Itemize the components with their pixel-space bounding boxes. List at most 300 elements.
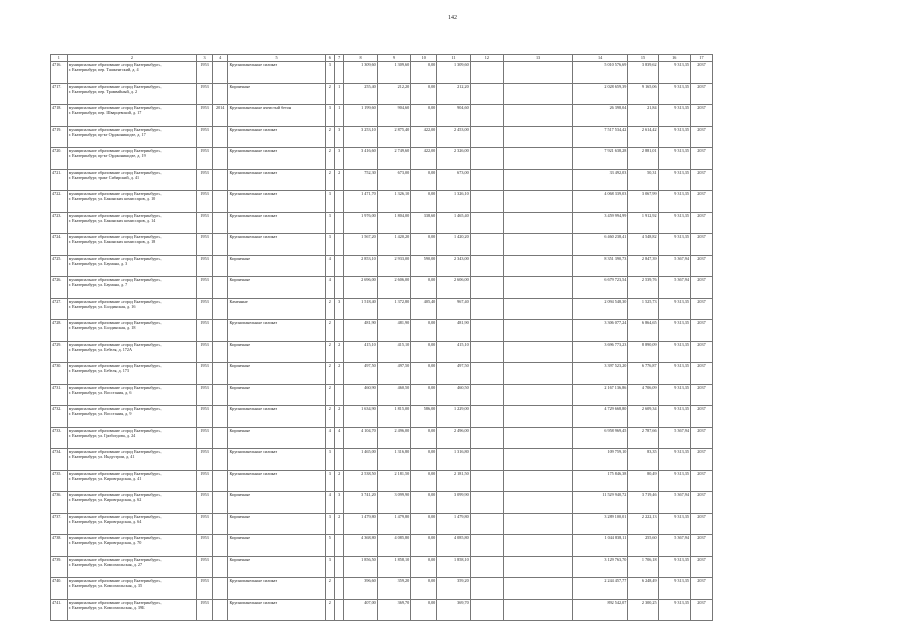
total-area-cell: 460,90 xyxy=(344,384,377,406)
address-line-street: г. Екатеринбург, ул. Кировградская, д. 70 xyxy=(68,540,142,546)
column-number-header: 2 xyxy=(67,55,196,62)
year-commission-cell xyxy=(212,470,228,492)
address-line-owner: муниципальное образование «город Екатеринбург», xyxy=(68,556,162,562)
premises-area-cell: 1 479,80 xyxy=(377,513,410,535)
address-cell xyxy=(67,105,196,127)
year-commission-cell xyxy=(212,191,228,213)
wall-material-cell: Крупнопанельные силикат xyxy=(228,320,325,342)
unit-cost-cell: 9 165,06 xyxy=(628,83,658,105)
address-line-owner: муниципальное образование «город Екатеринбург», xyxy=(68,126,162,132)
residential-area-cell: 1 420,20 xyxy=(437,234,470,256)
address-line-street: г. Екатеринбург, пр-кт Орджоникидзе, д. 17 xyxy=(68,131,146,137)
entrances-cell: 1 xyxy=(334,83,343,105)
row-number-cell: 4727. xyxy=(51,298,68,320)
premises-area-cell: 1 858,10 xyxy=(377,556,410,578)
max-unit-cost-cell: 9 313,35 xyxy=(658,513,690,535)
premises-area-cell: 1 326,10 xyxy=(377,191,410,213)
table-row xyxy=(51,449,713,471)
entrances-cell xyxy=(334,449,343,471)
planned-year-cell: 2037 xyxy=(690,406,712,428)
address-line-street: г. Екатеринбург, пер. Шварцевский, д. 17 xyxy=(68,110,142,116)
premises-area-cell: 1 815,00 xyxy=(377,406,410,428)
planned-year-cell: 2037 xyxy=(690,298,712,320)
year-built-cell: 1953 xyxy=(197,427,213,449)
premises-area-cell: 1 372,80 xyxy=(377,298,410,320)
max-unit-cost-cell: 5 367,94 xyxy=(658,255,690,277)
nonresidential-area-cell: 422,00 xyxy=(411,126,437,148)
entrances-cell: 2 xyxy=(334,341,343,363)
total-area-cell: 497,50 xyxy=(344,363,377,385)
repair-cost-cell: 6 958 969,45 xyxy=(572,427,627,449)
year-built-cell: 1953 xyxy=(197,62,213,84)
year-built-cell: 1953 xyxy=(197,513,213,535)
max-unit-cost-cell: 9 313,35 xyxy=(658,148,690,170)
year-built-cell: 1953 xyxy=(197,277,213,299)
address-line-street: г. Екатеринбург, ул. Бакинских комиссаров, д. 14 xyxy=(68,217,156,223)
year-built-cell: 1953 xyxy=(197,363,213,385)
floors-cell: 2 xyxy=(325,384,334,406)
address-cell xyxy=(67,513,196,535)
empty-cell xyxy=(504,83,573,105)
year-built-cell: 1953 xyxy=(197,255,213,277)
repair-cost-cell: 33 492,03 xyxy=(572,169,627,191)
year-built-cell: 1953 xyxy=(197,470,213,492)
unit-cost-cell: 1 912,92 xyxy=(628,212,658,234)
unit-cost-cell: 3 719,46 xyxy=(628,492,658,514)
planned-year-cell: 2037 xyxy=(690,535,712,557)
wall-material-cell: Кирпичные xyxy=(228,277,325,299)
table-row xyxy=(51,578,713,600)
empty-cell xyxy=(470,556,503,578)
column-number-header: 11 xyxy=(437,55,470,62)
entrances-cell: 3 xyxy=(334,492,343,514)
wall-material-cell: Крупнопанельные силикат xyxy=(228,212,325,234)
floors-cell: 5 xyxy=(325,535,334,557)
unit-cost-cell: 1 706,18 xyxy=(628,556,658,578)
floors-cell: 3 xyxy=(325,470,334,492)
table-row xyxy=(51,470,713,492)
total-area-cell: 1 465,00 xyxy=(344,449,377,471)
address-line-street: г. Екатеринбург, ул. Грибоедова, д. 24 xyxy=(68,432,136,438)
unit-cost-cell: 2 787,66 xyxy=(628,427,658,449)
column-number-header: 14 xyxy=(572,55,627,62)
empty-cell xyxy=(470,341,503,363)
year-built-cell: 1953 xyxy=(197,599,213,621)
table-row xyxy=(51,406,713,428)
planned-year-cell: 2037 xyxy=(690,578,712,600)
repair-cost-cell: 7 921 638,28 xyxy=(572,148,627,170)
address-line-owner: муниципальное образование «город Екатеринбург», xyxy=(68,255,162,261)
table-row xyxy=(51,191,713,213)
row-number-cell: 4739. xyxy=(51,556,68,578)
wall-material-cell: Крупнопанельные силикат xyxy=(228,169,325,191)
unit-cost-cell: 80,49 xyxy=(628,470,658,492)
planned-year-cell: 2037 xyxy=(690,277,712,299)
column-number-header: 15 xyxy=(628,55,658,62)
nonresidential-area-cell: 0,00 xyxy=(411,62,437,84)
address-cell xyxy=(67,492,196,514)
table-row xyxy=(51,169,713,191)
address-cell xyxy=(67,148,196,170)
address-line-street: г. Екатеринбург, ул. Комсомольская, д. 27 xyxy=(68,561,143,567)
address-cell xyxy=(67,341,196,363)
nonresidential-area-cell: 0,00 xyxy=(411,277,437,299)
premises-area-cell: 212,20 xyxy=(377,83,410,105)
year-built-cell: 1953 xyxy=(197,535,213,557)
wall-material-cell: Крупнопанельные силикат xyxy=(228,126,325,148)
premises-area-cell: 1 309,60 xyxy=(377,62,410,84)
floors-cell: 2 xyxy=(325,578,334,600)
floors-cell: 4 xyxy=(325,492,334,514)
residential-area-cell: 3 099,90 xyxy=(437,492,470,514)
empty-cell xyxy=(504,255,573,277)
table-header-row xyxy=(51,55,713,62)
year-built-cell: 1953 xyxy=(197,234,213,256)
max-unit-cost-cell: 9 313,35 xyxy=(658,298,690,320)
unit-cost-cell: 4 548,82 xyxy=(628,234,658,256)
nonresidential-area-cell: 0,00 xyxy=(411,234,437,256)
row-number-cell: 4736. xyxy=(51,492,68,514)
table-row xyxy=(51,298,713,320)
total-area-cell: 1 856,50 xyxy=(344,556,377,578)
total-area-cell: 752,30 xyxy=(344,169,377,191)
repair-cost-cell: 3 696 773,23 xyxy=(572,341,627,363)
nonresidential-area-cell: 0,00 xyxy=(411,384,437,406)
table-row xyxy=(51,148,713,170)
planned-year-cell: 2037 xyxy=(690,556,712,578)
repair-cost-cell: 7 517 534,42 xyxy=(572,126,627,148)
max-unit-cost-cell: 5 367,94 xyxy=(658,427,690,449)
planned-year-cell: 2037 xyxy=(690,341,712,363)
year-built-cell: 1953 xyxy=(197,148,213,170)
address-line-street: г. Екатеринбург, ул. Комсомольская, д. 35 xyxy=(68,583,143,589)
total-area-cell: 4 104,70 xyxy=(344,427,377,449)
total-area-cell: 4 368,80 xyxy=(344,535,377,557)
nonresidential-area-cell: 0,00 xyxy=(411,341,437,363)
row-number-cell: 4722. xyxy=(51,191,68,213)
floors-cell: 4 xyxy=(325,255,334,277)
repair-cost-cell: 3 397 523,20 xyxy=(572,363,627,385)
total-area-cell: 3 741,20 xyxy=(344,492,377,514)
address-line-owner: муниципальное образование «город Екатеринбург», xyxy=(68,298,162,304)
wall-material-cell: Крупнопанельные силикат xyxy=(228,191,325,213)
year-commission-cell xyxy=(212,212,228,234)
address-line-street: г. Екатеринбург, пр-кт Орджоникидзе, д. 19 xyxy=(68,153,146,159)
total-area-cell: 407,00 xyxy=(344,599,377,621)
repair-cost-cell: 892 542,07 xyxy=(572,599,627,621)
entrances-cell xyxy=(334,212,343,234)
repair-cost-cell: 3 306 077,24 xyxy=(572,320,627,342)
empty-cell xyxy=(504,298,573,320)
entrances-cell xyxy=(334,535,343,557)
residential-area-cell: 212,20 xyxy=(437,83,470,105)
nonresidential-area-cell: 586,00 xyxy=(411,406,437,428)
year-commission-cell xyxy=(212,492,228,514)
nonresidential-area-cell: 0,00 xyxy=(411,535,437,557)
row-number-cell: 4731. xyxy=(51,384,68,406)
address-line-owner: муниципальное образование «город Екатеринбург», xyxy=(68,148,162,153)
planned-year-cell: 2037 xyxy=(690,363,712,385)
unit-cost-cell: 6 776,87 xyxy=(628,363,658,385)
year-commission-cell xyxy=(212,363,228,385)
year-commission-cell xyxy=(212,341,228,363)
max-unit-cost-cell: 9 313,35 xyxy=(658,556,690,578)
empty-cell xyxy=(504,169,573,191)
row-number-cell: 4740. xyxy=(51,578,68,600)
max-unit-cost-cell: 9 313,35 xyxy=(658,83,690,105)
address-line-owner: муниципальное образование «город Екатеринбург», xyxy=(68,363,162,368)
planned-year-cell: 2037 xyxy=(690,427,712,449)
address-cell xyxy=(67,427,196,449)
address-line-owner: муниципальное образование «город Екатеринбург», xyxy=(68,449,162,454)
empty-cell xyxy=(504,277,573,299)
repair-cost-cell: 6 679 723,54 xyxy=(572,277,627,299)
planned-year-cell: 2037 xyxy=(690,470,712,492)
address-cell xyxy=(67,535,196,557)
planned-year-cell: 2037 xyxy=(690,126,712,148)
empty-cell xyxy=(504,384,573,406)
max-unit-cost-cell: 9 313,35 xyxy=(658,599,690,621)
empty-cell xyxy=(470,277,503,299)
column-number-header: 10 xyxy=(411,55,437,62)
total-area-cell: 1 567,20 xyxy=(344,234,377,256)
premises-area-cell: 2 496,00 xyxy=(377,427,410,449)
year-commission-cell xyxy=(212,169,228,191)
empty-cell xyxy=(470,384,503,406)
address-cell xyxy=(67,406,196,428)
empty-cell xyxy=(470,320,503,342)
empty-cell xyxy=(470,599,503,621)
floors-cell: 2 xyxy=(325,148,334,170)
entrances-cell xyxy=(334,578,343,600)
empty-cell xyxy=(470,234,503,256)
entrances-cell: 2 xyxy=(334,470,343,492)
planned-year-cell: 2037 xyxy=(690,62,712,84)
address-line-street: г. Екатеринбург, ул. Кировградская, д. 41 xyxy=(68,475,142,481)
entrances-cell xyxy=(334,599,343,621)
wall-material-cell: Каменные xyxy=(228,298,325,320)
wall-material-cell: Кирпичные xyxy=(228,363,325,385)
empty-cell xyxy=(470,298,503,320)
address-line-owner: муниципальное образование «город Екатеринбург», xyxy=(68,578,162,583)
premises-area-cell: 359,20 xyxy=(377,578,410,600)
empty-cell xyxy=(470,255,503,277)
entrances-cell xyxy=(334,234,343,256)
residential-area-cell: 460,50 xyxy=(437,384,470,406)
entrances-cell xyxy=(334,320,343,342)
table-row xyxy=(51,126,713,148)
repair-cost-cell: 3 129 763,70 xyxy=(572,556,627,578)
year-built-cell: 1953 xyxy=(197,556,213,578)
unit-cost-cell: 2 881,01 xyxy=(628,148,658,170)
address-line-owner: муниципальное образование «город Екатеринбург», xyxy=(68,470,162,476)
year-commission-cell xyxy=(212,298,228,320)
empty-cell xyxy=(504,234,573,256)
total-area-cell: 1 976,00 xyxy=(344,212,377,234)
year-commission-cell xyxy=(212,513,228,535)
wall-material-cell: Крупнопанельные силикат xyxy=(228,599,325,621)
empty-cell xyxy=(470,105,503,127)
empty-cell xyxy=(504,449,573,471)
empty-cell xyxy=(470,470,503,492)
entrances-cell xyxy=(334,384,343,406)
floors-cell: 4 xyxy=(325,277,334,299)
floors-cell: 2 xyxy=(325,83,334,105)
empty-cell xyxy=(504,105,573,127)
row-number-cell: 4728. xyxy=(51,320,68,342)
total-area-cell: 415,10 xyxy=(344,341,377,363)
table-row xyxy=(51,277,713,299)
empty-cell xyxy=(470,62,503,84)
address-cell xyxy=(67,578,196,600)
table-row xyxy=(51,212,713,234)
entrances-cell xyxy=(334,255,343,277)
wall-material-cell: Кирпичные xyxy=(228,255,325,277)
max-unit-cost-cell: 9 313,35 xyxy=(658,384,690,406)
unit-cost-cell: 2 847,39 xyxy=(628,255,658,277)
nonresidential-area-cell: 0,00 xyxy=(411,599,437,621)
wall-material-cell: Кирпичные xyxy=(228,492,325,514)
row-number-cell: 4730. xyxy=(51,363,68,385)
address-cell xyxy=(67,298,196,320)
column-number-header: 3 xyxy=(197,55,213,62)
address-cell xyxy=(67,556,196,578)
residential-area-cell: 967,40 xyxy=(437,298,470,320)
nonresidential-area-cell: 0,00 xyxy=(411,320,437,342)
address-cell xyxy=(67,169,196,191)
wall-material-cell: Крупнопанельные силикат xyxy=(228,470,325,492)
row-number-cell: 4718. xyxy=(51,105,68,127)
residential-area-cell: 1 316,80 xyxy=(437,449,470,471)
address-line-street: г. Екатеринбург, ул. Бебеля, д. 173 xyxy=(68,368,129,374)
max-unit-cost-cell: 9 313,35 xyxy=(658,105,690,127)
nonresidential-area-cell: 0,00 xyxy=(411,427,437,449)
year-built-cell: 1953 xyxy=(197,384,213,406)
premises-area-cell: 497,50 xyxy=(377,363,410,385)
empty-cell xyxy=(470,191,503,213)
total-area-cell: 2 538,50 xyxy=(344,470,377,492)
address-line-street: г. Екатеринбург, ул. Бакинских комиссаров, д. 10 xyxy=(68,196,156,202)
table-row xyxy=(51,556,713,578)
empty-cell xyxy=(504,599,573,621)
premises-area-cell: 2 181,50 xyxy=(377,470,410,492)
max-unit-cost-cell: 5 367,94 xyxy=(658,492,690,514)
address-line-owner: муниципальное образование «город Екатеринбург», xyxy=(68,83,162,89)
address-line-owner: муниципальное образование «город Екатеринбург», xyxy=(68,277,162,282)
premises-area-cell: 415,10 xyxy=(377,341,410,363)
premises-area-cell: 904,60 xyxy=(377,105,410,127)
address-line-street: г. Екатеринбург, ул. Бакинских комиссаров, д. 18 xyxy=(68,239,156,245)
max-unit-cost-cell: 9 313,35 xyxy=(658,212,690,234)
premises-area-cell: 2 933,00 xyxy=(377,255,410,277)
repair-cost-cell: 3 459 994,99 xyxy=(572,212,627,234)
column-number-header: 8 xyxy=(344,55,377,62)
address-line-street: г. Екатеринбург, пер. Трамвайный, д. 2 xyxy=(68,88,138,94)
repair-cost-cell: 1 044 838,11 xyxy=(572,535,627,557)
planned-year-cell: 2037 xyxy=(690,513,712,535)
planned-year-cell: 2037 xyxy=(690,255,712,277)
year-commission-cell xyxy=(212,255,228,277)
empty-cell xyxy=(504,556,573,578)
address-line-owner: муниципальное образование «город Екатеринбург», xyxy=(68,234,162,239)
year-commission-cell xyxy=(212,599,228,621)
residential-area-cell: 1 229,00 xyxy=(437,406,470,428)
max-unit-cost-cell: 9 313,35 xyxy=(658,169,690,191)
wall-material-cell: Крупнопанельные силикат xyxy=(228,406,325,428)
table-row xyxy=(51,535,713,557)
floors-cell: 3 xyxy=(325,449,334,471)
wall-material-cell: Крупнопанельные силикат xyxy=(228,578,325,600)
housing-register-table xyxy=(50,54,713,621)
column-number-header: 1 xyxy=(51,55,68,62)
address-line-owner: муниципальное образование «город Екатеринбург», xyxy=(68,320,162,325)
address-cell xyxy=(67,470,196,492)
page-number: 142 xyxy=(448,15,457,21)
row-number-cell: 4721. xyxy=(51,169,68,191)
address-line-owner: муниципальное образование «город Екатеринбург», xyxy=(68,191,162,196)
unit-cost-cell: 3 067,99 xyxy=(628,191,658,213)
wall-material-cell: Кирпичные xyxy=(228,384,325,406)
column-number-header: 13 xyxy=(504,55,573,62)
year-commission-cell xyxy=(212,320,228,342)
premises-area-cell: 481,90 xyxy=(377,320,410,342)
residential-area-cell: 2 326,00 xyxy=(437,148,470,170)
total-area-cell: 1 634,90 xyxy=(344,406,377,428)
empty-cell xyxy=(470,513,503,535)
repair-cost-cell: 109 759,10 xyxy=(572,449,627,471)
floors-cell: 2 xyxy=(325,169,334,191)
max-unit-cost-cell: 9 313,35 xyxy=(658,126,690,148)
year-built-cell: 1953 xyxy=(197,169,213,191)
column-number-header: 7 xyxy=(334,55,343,62)
unit-cost-cell: 4 706,09 xyxy=(628,384,658,406)
entrances-cell: 2 xyxy=(334,513,343,535)
residential-area-cell: 481,90 xyxy=(437,320,470,342)
entrances-cell: 2 xyxy=(334,169,343,191)
residential-area-cell: 2 453,00 xyxy=(437,126,470,148)
total-area-cell: 3 253,10 xyxy=(344,126,377,148)
premises-area-cell: 1 804,00 xyxy=(377,212,410,234)
address-line-street: г. Екатеринбург, ул. Комсомольская, д. 39Б xyxy=(68,604,145,610)
repair-cost-cell: 2 244 457,77 xyxy=(572,578,627,600)
year-commission-cell xyxy=(212,427,228,449)
residential-area-cell: 1 309,60 xyxy=(437,62,470,84)
address-line-street: г. Екатеринбург, ул. Болдинская, д. 18 xyxy=(68,325,136,331)
entrances-cell: 3 xyxy=(334,298,343,320)
nonresidential-area-cell: 0,00 xyxy=(411,578,437,600)
max-unit-cost-cell: 5 367,94 xyxy=(658,277,690,299)
table-row xyxy=(51,255,713,277)
residential-area-cell: 497,50 xyxy=(437,363,470,385)
floors-cell: 2 xyxy=(325,341,334,363)
residential-area-cell: 1 858,10 xyxy=(437,556,470,578)
planned-year-cell: 2037 xyxy=(690,83,712,105)
empty-cell xyxy=(470,169,503,191)
max-unit-cost-cell: 9 313,35 xyxy=(658,449,690,471)
entrances-cell: 2 xyxy=(334,363,343,385)
max-unit-cost-cell: 9 313,35 xyxy=(658,62,690,84)
address-cell xyxy=(67,277,196,299)
column-number-header: 17 xyxy=(690,55,712,62)
column-number-header: 16 xyxy=(658,55,690,62)
empty-cell xyxy=(504,148,573,170)
total-area-cell: 3 416,60 xyxy=(344,148,377,170)
year-commission-cell xyxy=(212,535,228,557)
table-row xyxy=(51,62,713,84)
year-commission-cell: 2014 xyxy=(212,105,228,127)
floors-cell: 2 xyxy=(325,320,334,342)
row-number-cell: 4716. xyxy=(51,62,68,84)
